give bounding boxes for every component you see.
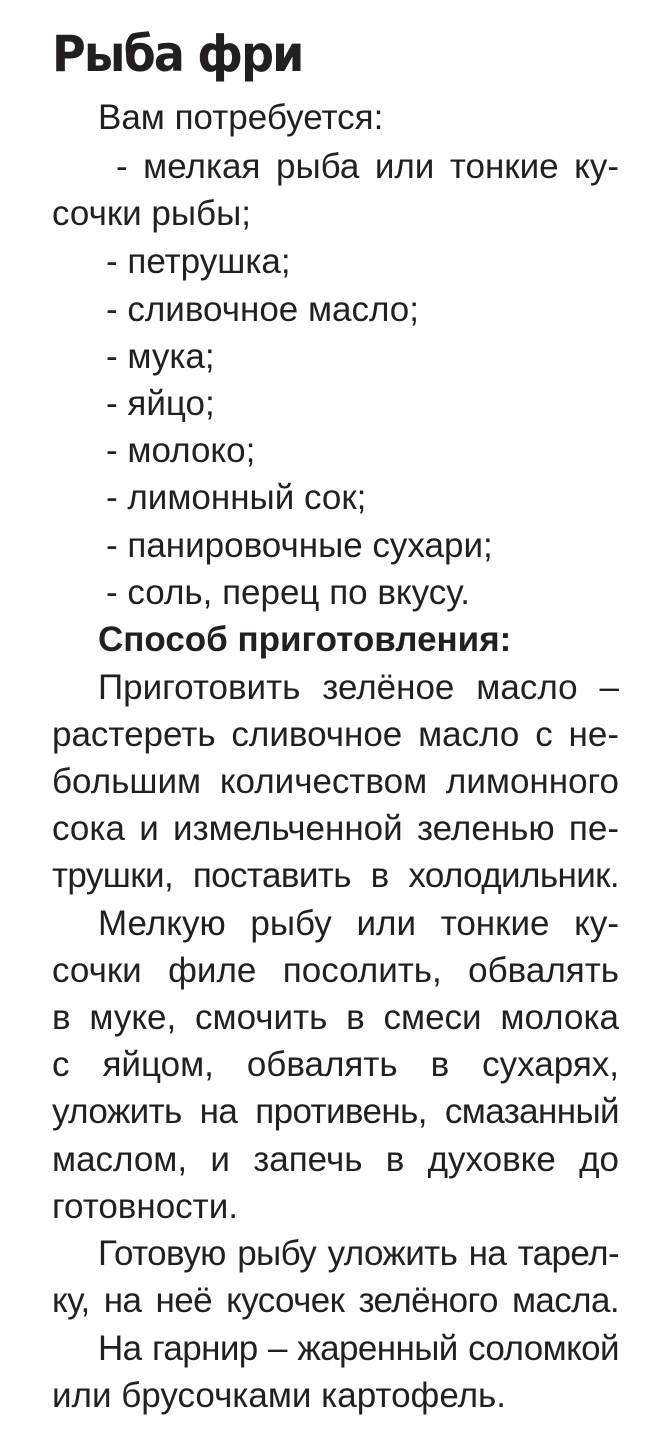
method-heading: Способ приготовления: bbox=[98, 620, 512, 659]
method-paragraph-line: большим количеством лимонного bbox=[52, 762, 619, 801]
ingredient-item: - мука; bbox=[106, 337, 215, 376]
method-paragraph-line: уложить на противень, смазанный bbox=[52, 1092, 619, 1131]
method-paragraph-line: в муке, смочить в смеси молока bbox=[52, 998, 619, 1037]
ingredient-item: - мелкая рыба или тонкие ку- bbox=[116, 147, 619, 186]
ingredient-item-continuation: сочки рыбы; bbox=[52, 194, 251, 233]
method-paragraph-line: сочки филе посолить, обвалять bbox=[52, 951, 619, 990]
method-paragraph-line: сока и измельченной зеленью пе- bbox=[52, 809, 619, 848]
ingredient-item: - яйцо; bbox=[106, 384, 215, 423]
method-paragraph-line: или брусочками картофель. bbox=[52, 1376, 507, 1415]
recipe-title: Рыба фри bbox=[52, 25, 303, 83]
method-paragraph-line: Приготовить зелёное масло – bbox=[98, 668, 619, 707]
method-paragraph-line: Мелкую рыбу или тонкие ку- bbox=[98, 904, 619, 943]
ingredients-heading: Вам потребуется: bbox=[98, 98, 384, 137]
ingredient-item: - соль, перец по вкусу. bbox=[106, 573, 470, 612]
method-paragraph-line: готовности. bbox=[52, 1187, 238, 1226]
method-paragraph-line: растереть сливочное масло с не- bbox=[52, 715, 619, 754]
ingredient-item: - молоко; bbox=[106, 431, 256, 470]
method-paragraph-line: с яйцом, обвалять в сухарях, bbox=[52, 1045, 619, 1084]
ingredient-item: - панировочные сухари; bbox=[106, 526, 493, 565]
method-paragraph-line: ку, на неё кусочек зелёного масла. bbox=[52, 1281, 619, 1320]
method-paragraph-line: маслом, и запечь в духовке до bbox=[52, 1140, 619, 1179]
method-paragraph-line: трушки, поставить в холодильник. bbox=[52, 856, 619, 895]
ingredient-item: - петрушка; bbox=[106, 242, 291, 281]
method-paragraph-line: Готовую рыбу уложить на тарел- bbox=[98, 1234, 619, 1273]
method-paragraph-line: На гарнир – жаренный соломкой bbox=[98, 1329, 619, 1368]
ingredient-item: - сливочное масло; bbox=[106, 290, 420, 329]
ingredient-item: - лимонный сок; bbox=[106, 478, 367, 517]
